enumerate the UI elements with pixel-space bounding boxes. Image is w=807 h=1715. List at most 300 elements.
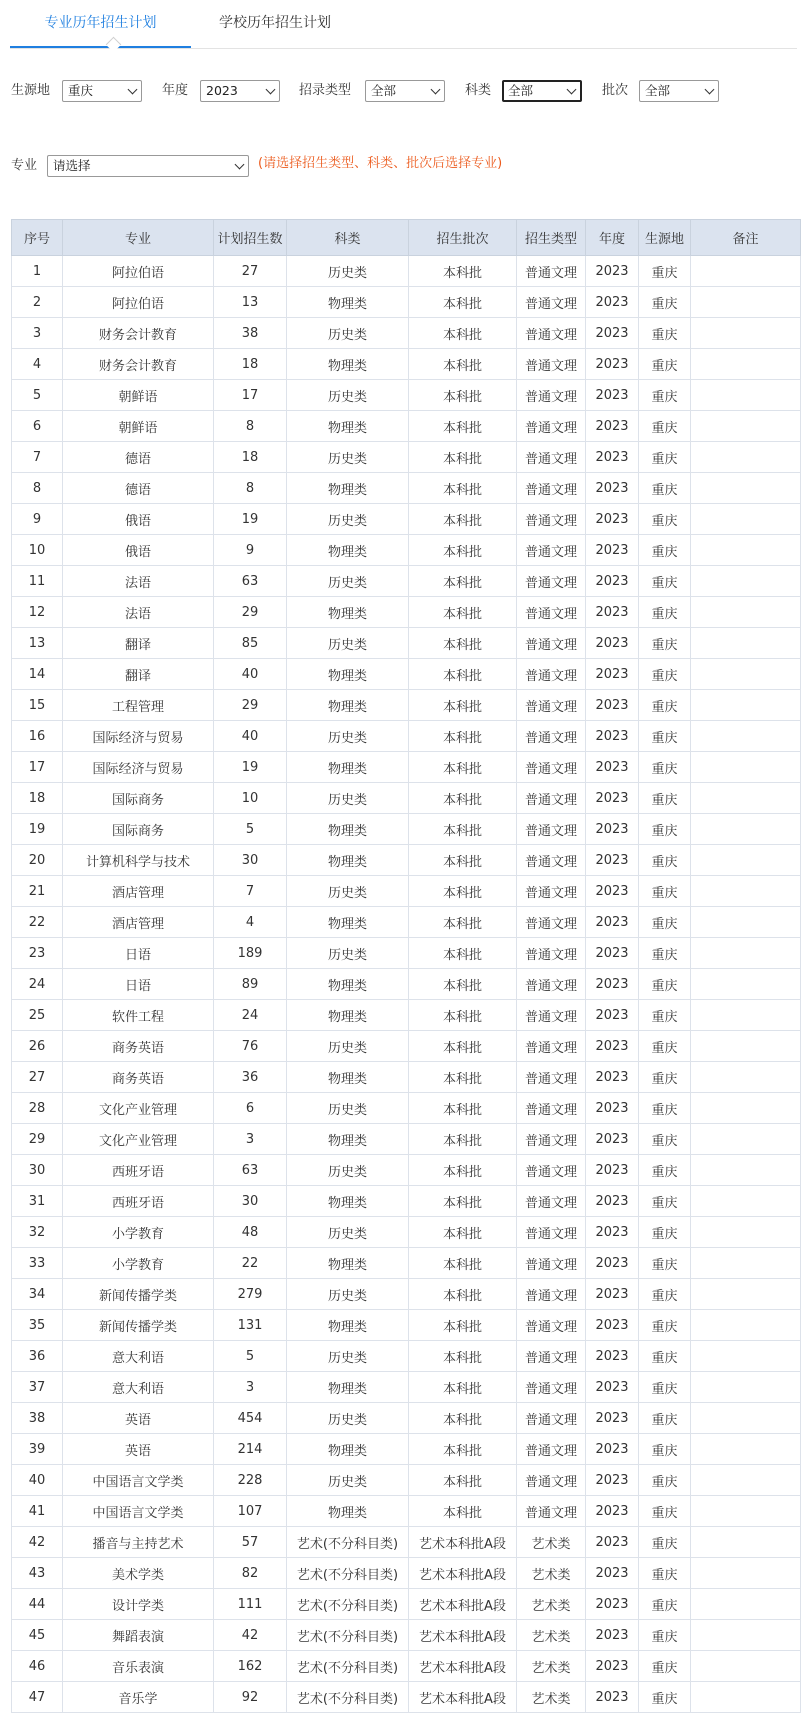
cell-remarks (691, 1403, 801, 1434)
cell-plan-count: 5 (214, 814, 287, 845)
cell-type: 普通文理 (517, 380, 586, 411)
cell-plan-count: 40 (214, 659, 287, 690)
cell-year: 2023 (586, 752, 639, 783)
cell-index: 1 (12, 256, 63, 287)
cell-type: 艺术类 (517, 1527, 586, 1558)
cell-subject: 历史类 (287, 1341, 409, 1372)
table-row (12, 1372, 801, 1403)
table-row (12, 1000, 801, 1031)
cell-subject: 物理类 (287, 1000, 409, 1031)
cell-subject: 物理类 (287, 1310, 409, 1341)
cell-batch: 本科批 (409, 876, 517, 907)
cell-subject: 历史类 (287, 380, 409, 411)
table-row (12, 1093, 801, 1124)
table-row (12, 1186, 801, 1217)
cell-remarks (691, 1062, 801, 1093)
cell-plan-count: 36 (214, 1062, 287, 1093)
table-row (12, 1341, 801, 1372)
cell-year: 2023 (586, 1279, 639, 1310)
cell-subject: 物理类 (287, 1248, 409, 1279)
cell-index: 15 (12, 690, 63, 721)
cell-plan-count: 5 (214, 1341, 287, 1372)
cell-batch: 本科批 (409, 814, 517, 845)
cell-major: 计算机科学与技术 (63, 845, 214, 876)
cell-batch: 本科批 (409, 1124, 517, 1155)
cell-year: 2023 (586, 1186, 639, 1217)
cell-remarks (691, 411, 801, 442)
cell-source: 重庆 (639, 1124, 691, 1155)
cell-source: 重庆 (639, 287, 691, 318)
cell-source: 重庆 (639, 1248, 691, 1279)
cell-source: 重庆 (639, 969, 691, 1000)
cell-batch: 本科批 (409, 1155, 517, 1186)
cell-type: 普通文理 (517, 504, 586, 535)
cell-year: 2023 (586, 1155, 639, 1186)
cell-remarks (691, 1496, 801, 1527)
cell-index: 47 (12, 1682, 63, 1713)
cell-batch: 本科批 (409, 1341, 517, 1372)
table-row (12, 1155, 801, 1186)
cell-year: 2023 (586, 1620, 639, 1651)
cell-batch: 艺术本科批A段 (409, 1589, 517, 1620)
cell-type: 普通文理 (517, 1093, 586, 1124)
cell-subject: 艺术(不分科目类) (287, 1651, 409, 1682)
cell-source: 重庆 (639, 783, 691, 814)
cell-index: 43 (12, 1558, 63, 1589)
cell-type: 普通文理 (517, 1217, 586, 1248)
cell-plan-count: 454 (214, 1403, 287, 1434)
cell-batch: 本科批 (409, 1062, 517, 1093)
cell-type: 艺术类 (517, 1651, 586, 1682)
cell-year: 2023 (586, 1403, 639, 1434)
cell-subject: 物理类 (287, 814, 409, 845)
cell-subject: 物理类 (287, 1186, 409, 1217)
cell-year: 2023 (586, 442, 639, 473)
cell-remarks (691, 1031, 801, 1062)
cell-year: 2023 (586, 1000, 639, 1031)
cell-plan-count: 18 (214, 349, 287, 380)
cell-batch: 本科批 (409, 411, 517, 442)
cell-subject: 物理类 (287, 287, 409, 318)
tab-major-plan[interactable]: 专业历年招生计划 (10, 0, 191, 48)
cell-major: 美术学类 (63, 1558, 214, 1589)
col-header-major: 专业 (63, 220, 214, 256)
cell-year: 2023 (586, 1465, 639, 1496)
cell-type: 普通文理 (517, 256, 586, 287)
source-select[interactable] (62, 80, 142, 102)
cell-batch: 本科批 (409, 287, 517, 318)
cell-major: 西班牙语 (63, 1155, 214, 1186)
cell-year: 2023 (586, 1558, 639, 1589)
cell-batch: 本科批 (409, 969, 517, 1000)
cell-year: 2023 (586, 721, 639, 752)
cell-year: 2023 (586, 287, 639, 318)
subject-label: 科类 (465, 83, 492, 98)
cell-index: 33 (12, 1248, 63, 1279)
col-header-remarks: 备注 (691, 220, 801, 256)
cell-subject: 历史类 (287, 442, 409, 473)
cell-remarks (691, 1155, 801, 1186)
cell-plan-count: 22 (214, 1248, 287, 1279)
cell-type: 普通文理 (517, 287, 586, 318)
cell-source: 重庆 (639, 659, 691, 690)
col-header-batch: 招生批次 (409, 220, 517, 256)
cell-plan-count: 38 (214, 318, 287, 349)
cell-batch: 本科批 (409, 1496, 517, 1527)
table-row (12, 628, 801, 659)
cell-source: 重庆 (639, 1682, 691, 1713)
cell-type: 普通文理 (517, 783, 586, 814)
cell-plan-count: 40 (214, 721, 287, 752)
cell-remarks (691, 535, 801, 566)
cell-year: 2023 (586, 256, 639, 287)
cell-remarks (691, 256, 801, 287)
table-row (12, 907, 801, 938)
cell-source: 重庆 (639, 1465, 691, 1496)
cell-subject: 历史类 (287, 1031, 409, 1062)
cell-major: 工程管理 (63, 690, 214, 721)
col-header-type: 招生类型 (517, 220, 586, 256)
cell-source: 重庆 (639, 1372, 691, 1403)
cell-year: 2023 (586, 628, 639, 659)
cell-plan-count: 9 (214, 535, 287, 566)
cell-subject: 历史类 (287, 628, 409, 659)
cell-index: 40 (12, 1465, 63, 1496)
cell-batch: 本科批 (409, 1310, 517, 1341)
cell-year: 2023 (586, 783, 639, 814)
cell-year: 2023 (586, 1434, 639, 1465)
table-row (12, 504, 801, 535)
cell-batch: 本科批 (409, 721, 517, 752)
cell-subject: 历史类 (287, 783, 409, 814)
cell-major: 俄语 (63, 504, 214, 535)
cell-index: 22 (12, 907, 63, 938)
table-row (12, 721, 801, 752)
table-row (12, 318, 801, 349)
cell-remarks (691, 1000, 801, 1031)
cell-type: 普通文理 (517, 721, 586, 752)
cell-major: 音乐学 (63, 1682, 214, 1713)
cell-major: 小学教育 (63, 1248, 214, 1279)
cell-year: 2023 (586, 380, 639, 411)
cell-remarks (691, 1341, 801, 1372)
cell-major: 软件工程 (63, 1000, 214, 1031)
batch-select-value: 全部 (645, 83, 671, 98)
table-row (12, 1496, 801, 1527)
cell-source: 重庆 (639, 752, 691, 783)
cell-plan-count: 27 (214, 256, 287, 287)
cell-remarks (691, 690, 801, 721)
cell-index: 5 (12, 380, 63, 411)
cell-source: 重庆 (639, 535, 691, 566)
cell-type: 艺术类 (517, 1558, 586, 1589)
cell-batch: 艺术本科批A段 (409, 1620, 517, 1651)
cell-type: 普通文理 (517, 659, 586, 690)
table-row (12, 659, 801, 690)
cell-major: 音乐表演 (63, 1651, 214, 1682)
cell-plan-count: 13 (214, 287, 287, 318)
cell-year: 2023 (586, 1527, 639, 1558)
cell-plan-count: 85 (214, 628, 287, 659)
cell-batch: 本科批 (409, 628, 517, 659)
subject-select[interactable] (502, 80, 582, 102)
table-row (12, 1031, 801, 1062)
cell-major: 德语 (63, 442, 214, 473)
cell-year: 2023 (586, 1372, 639, 1403)
cell-type: 普通文理 (517, 1372, 586, 1403)
cell-plan-count: 19 (214, 752, 287, 783)
cell-index: 10 (12, 535, 63, 566)
cell-major: 日语 (63, 969, 214, 1000)
cell-batch: 本科批 (409, 1186, 517, 1217)
cell-type: 普通文理 (517, 1155, 586, 1186)
table-body (12, 256, 801, 1713)
cell-year: 2023 (586, 1062, 639, 1093)
cell-batch: 本科批 (409, 1248, 517, 1279)
cell-major: 翻译 (63, 659, 214, 690)
cell-remarks (691, 1434, 801, 1465)
cell-type: 普通文理 (517, 1248, 586, 1279)
table-row (12, 1558, 801, 1589)
cell-remarks (691, 1682, 801, 1713)
cell-year: 2023 (586, 504, 639, 535)
cell-type: 艺术类 (517, 1620, 586, 1651)
cell-index: 24 (12, 969, 63, 1000)
cell-batch: 本科批 (409, 845, 517, 876)
cell-major: 俄语 (63, 535, 214, 566)
cell-index: 46 (12, 1651, 63, 1682)
cell-major: 新闻传播学类 (63, 1310, 214, 1341)
cell-subject: 物理类 (287, 1434, 409, 1465)
cell-remarks (691, 1589, 801, 1620)
cell-remarks (691, 380, 801, 411)
cell-subject: 物理类 (287, 1496, 409, 1527)
table-row (12, 1248, 801, 1279)
table-row (12, 256, 801, 287)
cell-remarks (691, 814, 801, 845)
cell-major: 国际商务 (63, 783, 214, 814)
cell-index: 12 (12, 597, 63, 628)
cell-batch: 本科批 (409, 659, 517, 690)
col-header-index: 序号 (12, 220, 63, 256)
cell-major: 翻译 (63, 628, 214, 659)
cell-index: 31 (12, 1186, 63, 1217)
cell-source: 重庆 (639, 845, 691, 876)
type-label: 招录类型 (299, 83, 352, 98)
cell-remarks (691, 473, 801, 504)
cell-major: 意大利语 (63, 1341, 214, 1372)
cell-major: 中国语言文学类 (63, 1465, 214, 1496)
cell-source: 重庆 (639, 442, 691, 473)
cell-source: 重庆 (639, 411, 691, 442)
source-select-value: 重庆 (68, 83, 94, 98)
cell-batch: 本科批 (409, 783, 517, 814)
table-row (12, 1527, 801, 1558)
cell-index: 45 (12, 1620, 63, 1651)
cell-batch: 艺术本科批A段 (409, 1558, 517, 1589)
cell-type: 普通文理 (517, 628, 586, 659)
cell-major: 舞蹈表演 (63, 1620, 214, 1651)
cell-source: 重庆 (639, 1496, 691, 1527)
cell-type: 普通文理 (517, 1496, 586, 1527)
table-row (12, 690, 801, 721)
cell-source: 重庆 (639, 876, 691, 907)
col-header-year: 年度 (586, 220, 639, 256)
tab-school-plan[interactable]: 学校历年招生计划 (219, 15, 331, 31)
cell-remarks (691, 1186, 801, 1217)
cell-type: 普通文理 (517, 1403, 586, 1434)
cell-source: 重庆 (639, 1434, 691, 1465)
cell-remarks (691, 721, 801, 752)
cell-major: 法语 (63, 597, 214, 628)
cell-source: 重庆 (639, 1000, 691, 1031)
cell-year: 2023 (586, 814, 639, 845)
cell-plan-count: 63 (214, 1155, 287, 1186)
table-header-row (12, 220, 801, 256)
cell-type: 普通文理 (517, 442, 586, 473)
cell-index: 32 (12, 1217, 63, 1248)
cell-type: 普通文理 (517, 1279, 586, 1310)
cell-year: 2023 (586, 1651, 639, 1682)
cell-index: 29 (12, 1124, 63, 1155)
cell-remarks (691, 566, 801, 597)
cell-remarks (691, 349, 801, 380)
cell-subject: 物理类 (287, 1372, 409, 1403)
cell-plan-count: 131 (214, 1310, 287, 1341)
major-select[interactable] (47, 155, 249, 177)
cell-subject: 物理类 (287, 969, 409, 1000)
cell-type: 普通文理 (517, 1434, 586, 1465)
cell-type: 普通文理 (517, 1341, 586, 1372)
cell-index: 8 (12, 473, 63, 504)
cell-batch: 本科批 (409, 256, 517, 287)
table-row (12, 597, 801, 628)
cell-year: 2023 (586, 690, 639, 721)
cell-index: 18 (12, 783, 63, 814)
cell-source: 重庆 (639, 1403, 691, 1434)
cell-subject: 物理类 (287, 349, 409, 380)
cell-major: 朝鲜语 (63, 380, 214, 411)
cell-major: 文化产业管理 (63, 1124, 214, 1155)
cell-source: 重庆 (639, 504, 691, 535)
cell-plan-count: 228 (214, 1465, 287, 1496)
cell-year: 2023 (586, 1496, 639, 1527)
table-row (12, 287, 801, 318)
cell-plan-count: 89 (214, 969, 287, 1000)
cell-index: 27 (12, 1062, 63, 1093)
cell-source: 重庆 (639, 380, 691, 411)
cell-remarks (691, 1124, 801, 1155)
cell-source: 重庆 (639, 597, 691, 628)
cell-major: 朝鲜语 (63, 411, 214, 442)
table-row (12, 473, 801, 504)
type-select[interactable] (365, 80, 445, 102)
cell-year: 2023 (586, 318, 639, 349)
table-row (12, 938, 801, 969)
cell-plan-count: 24 (214, 1000, 287, 1031)
cell-major: 小学教育 (63, 1217, 214, 1248)
col-header-subject: 科类 (287, 220, 409, 256)
cell-type: 艺术类 (517, 1589, 586, 1620)
cell-index: 17 (12, 752, 63, 783)
cell-subject: 历史类 (287, 1155, 409, 1186)
cell-remarks (691, 1527, 801, 1558)
cell-type: 普通文理 (517, 1186, 586, 1217)
cell-source: 重庆 (639, 1620, 691, 1651)
major-hint: (请选择招生类型、科类、批次后选择专业) (258, 156, 503, 171)
table-row (12, 1682, 801, 1713)
cell-remarks (691, 659, 801, 690)
cell-remarks (691, 1372, 801, 1403)
cell-type: 普通文理 (517, 318, 586, 349)
cell-plan-count: 17 (214, 380, 287, 411)
cell-subject: 物理类 (287, 907, 409, 938)
cell-type: 普通文理 (517, 969, 586, 1000)
cell-plan-count: 8 (214, 473, 287, 504)
cell-year: 2023 (586, 1682, 639, 1713)
cell-year: 2023 (586, 411, 639, 442)
cell-remarks (691, 1558, 801, 1589)
cell-plan-count: 82 (214, 1558, 287, 1589)
cell-major: 酒店管理 (63, 876, 214, 907)
table-row (12, 566, 801, 597)
cell-type: 普通文理 (517, 845, 586, 876)
cell-remarks (691, 845, 801, 876)
table-row (12, 814, 801, 845)
cell-year: 2023 (586, 845, 639, 876)
cell-batch: 本科批 (409, 690, 517, 721)
year-label: 年度 (162, 83, 189, 98)
cell-source: 重庆 (639, 907, 691, 938)
cell-index: 4 (12, 349, 63, 380)
chevron-down-icon (235, 160, 245, 170)
cell-subject: 历史类 (287, 938, 409, 969)
cell-remarks (691, 504, 801, 535)
batch-select[interactable] (639, 80, 719, 102)
cell-remarks (691, 318, 801, 349)
cell-plan-count: 42 (214, 1620, 287, 1651)
cell-type: 普通文理 (517, 690, 586, 721)
cell-remarks (691, 938, 801, 969)
cell-type: 普通文理 (517, 876, 586, 907)
table-row (12, 1279, 801, 1310)
cell-index: 25 (12, 1000, 63, 1031)
cell-major: 意大利语 (63, 1372, 214, 1403)
cell-source: 重庆 (639, 1651, 691, 1682)
year-select[interactable] (200, 80, 280, 102)
cell-remarks (691, 1465, 801, 1496)
cell-subject: 物理类 (287, 597, 409, 628)
cell-remarks (691, 752, 801, 783)
cell-remarks (691, 876, 801, 907)
cell-major: 英语 (63, 1403, 214, 1434)
table-row (12, 380, 801, 411)
cell-year: 2023 (586, 1217, 639, 1248)
cell-year: 2023 (586, 1248, 639, 1279)
cell-year: 2023 (586, 1124, 639, 1155)
cell-plan-count: 57 (214, 1527, 287, 1558)
cell-subject: 艺术(不分科目类) (287, 1620, 409, 1651)
cell-index: 16 (12, 721, 63, 752)
cell-plan-count: 107 (214, 1496, 287, 1527)
table-row (12, 1062, 801, 1093)
cell-plan-count: 18 (214, 442, 287, 473)
cell-type: 普通文理 (517, 566, 586, 597)
cell-major: 国际商务 (63, 814, 214, 845)
table-row (12, 752, 801, 783)
cell-subject: 物理类 (287, 411, 409, 442)
cell-subject: 物理类 (287, 1124, 409, 1155)
